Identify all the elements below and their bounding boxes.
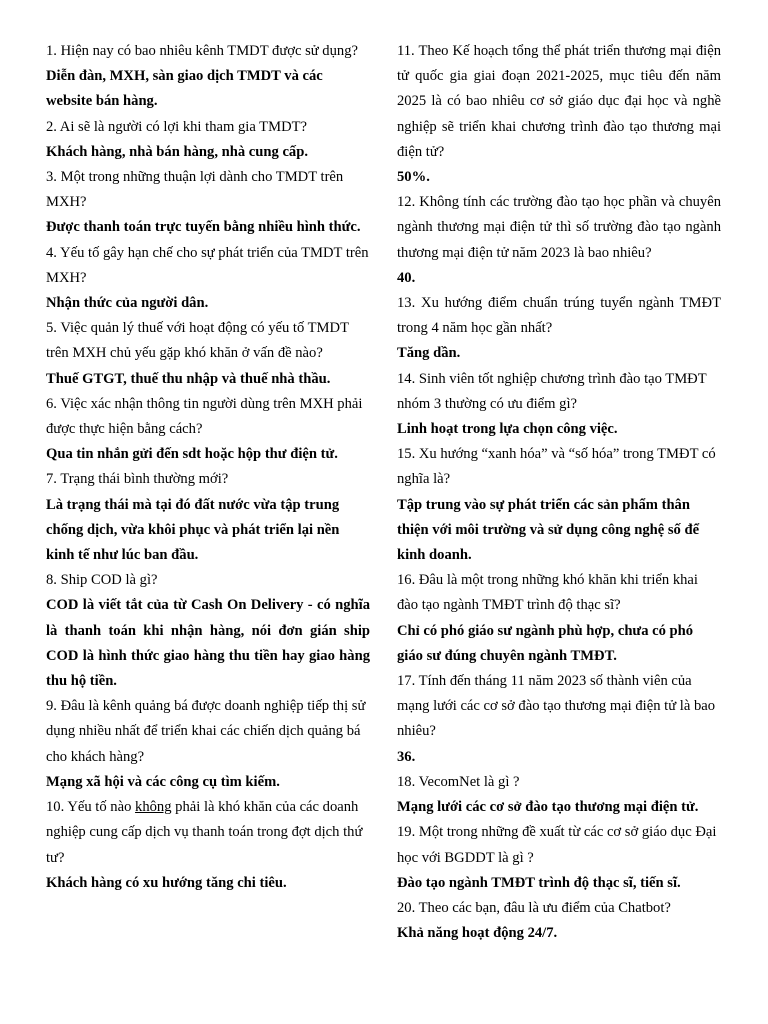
answer-15: Tập trung vào sự phát triển các sản phẩm thân thiện với môi trường và sử dụng công nghệ số để kinh doanh. bbox=[397, 496, 700, 564]
question-1: 1. Hiện nay có bao nhiêu kênh TMDT được sử dụng? bbox=[46, 43, 358, 59]
answer-18: Mạng lưới các cơ sở đào tạo thương mại điện tử. bbox=[397, 799, 699, 816]
question-16: 16. Đâu là một trong những khó khăn khi triển khai đào tạo ngành TMĐT trình độ thạc sĩ? bbox=[397, 572, 698, 614]
question-18: 18. VecomNet là gì ? bbox=[397, 773, 520, 790]
answer-13: Tăng dần. bbox=[397, 345, 461, 362]
question-14: 14. Sinh viên tốt nghiệp chương trình đào tạo TMĐT nhóm 3 thường có ưu điểm gì? bbox=[397, 370, 707, 412]
question-17: 17. Tính đến tháng 11 năm 2023 số thành viên của mạng lưới các cơ sở đào tạo thương mại điện tử là bao nhiêu? bbox=[397, 673, 716, 740]
question-9: 9. Đâu là kênh quảng bá được doanh nghiệp tiếp thị sử dụng nhiều nhất để triển khai các chiến dịch quảng bá cho khách hàng? bbox=[46, 698, 366, 765]
answer-7: Là trạng thái mà tại đó đất nước vừa tập trung chống dịch, vừa khôi phục và phát triển lại nền kinh tế như lúc ban đầu. bbox=[46, 496, 340, 564]
answer-9: Mạng xã hội và các công cụ tìm kiếm. bbox=[46, 773, 280, 790]
answer-16: Chỉ có phó giáo sư ngành phù hợp, chưa có phó giáo sư đúng chuyên ngành TMĐT. bbox=[397, 622, 694, 664]
question-2: 2. Ai sẽ là người có lợi khi tham gia TMDT? bbox=[46, 118, 307, 135]
answer-3: Được thanh toán trực tuyến bằng nhiều hình thức. bbox=[46, 219, 361, 236]
question-20: 20. Theo các bạn, đâu là ưu điểm của Chatbot? bbox=[397, 899, 671, 916]
question-7: 7. Trạng thái bình thường mới? bbox=[46, 471, 229, 488]
question-10-suffix: phải là khó khăn của các doanh nghiệp cung cấp dịch vụ thanh toán trong đợt dịch thứ tư? bbox=[46, 799, 363, 866]
answer-12: 40. bbox=[397, 269, 416, 286]
answer-14: Linh hoạt trong lựa chọn công việc. bbox=[397, 421, 618, 438]
answer-17: 36. bbox=[397, 748, 416, 765]
question-19: 19. Một trong những đề xuất từ các cơ sở giáo dục Đại học với BGDDT là gì ? bbox=[397, 824, 717, 866]
question-6: 6. Việc xác nhận thông tin người dùng trên MXH phải được thực hiện bằng cách? bbox=[46, 395, 363, 438]
question-10-underlined-word: không bbox=[135, 799, 172, 816]
answer-6: Qua tin nhắn gửi đến sdt hoặc hộp thư điện tử. bbox=[46, 446, 338, 463]
right-column bbox=[397, 39, 721, 946]
answer-11: 50%. bbox=[397, 169, 430, 186]
answer-19: Đào tạo ngành TMĐT trình độ thạc sĩ, tiến sĩ. bbox=[397, 874, 681, 891]
question-4: 4. Yếu tố gây hạn chế cho sự phát triển của TMDT trên MXH? bbox=[46, 244, 369, 286]
answer-10: Khách hàng có xu hướng tăng chi tiêu. bbox=[46, 874, 287, 891]
answer-4: Nhận thức của người dân. bbox=[46, 295, 209, 312]
left-column bbox=[46, 39, 370, 896]
question-10 bbox=[46, 795, 370, 871]
question-5: 5. Việc quản lý thuế với hoạt động có yếu tố TMDT trên MXH chủ yếu gặp khó khăn ở vấn đề nào? bbox=[46, 320, 349, 362]
question-11: 11. Theo Kế hoạch tổng thể phát triển thương mại điện tử quốc gia giai đoạn 2021-2025, mục tiêu đến năm 2025 là có bao nhiêu cơ sở giáo dục đại học và nghề nghiệp sẽ triển khai chương trình đào tạo thương mại điện tử? bbox=[397, 43, 721, 160]
answer-2: Khách hàng, nhà bán hàng, nhà cung cấp. bbox=[46, 143, 308, 160]
answer-8: COD là viết tắt của từ Cash On Delivery - có nghĩa là thanh toán khi nhận hàng, nói đơn gián ship COD là hình thức giao hàng thu tiền hay giao hàng thu hộ tiền. bbox=[46, 597, 370, 690]
answer-1: Diễn đàn, MXH, sàn giao dịch TMDT và các website bán hàng. bbox=[46, 68, 323, 110]
question-3: 3. Một trong những thuận lợi dành cho TMDT trên MXH? bbox=[46, 169, 344, 211]
question-12: 12. Không tính các trường đào tạo học phần và chuyên ngành thương mại điện tử thì số trường đào tạo ngành thương mại điện tử năm 2023 là bao nhiêu? bbox=[397, 194, 721, 261]
question-10-prefix: 10. Yếu tố nào bbox=[46, 799, 136, 816]
question-13: 13. Xu hướng điểm chuẩn trúng tuyển ngành TMĐT trong 4 năm học gần nhất? bbox=[397, 295, 721, 337]
answer-5: Thuế GTGT, thuế thu nhập và thuế nhà thầu. bbox=[46, 370, 331, 387]
question-15: 15. Xu hướng “xanh hóa” và “số hóa” trong TMĐT có nghĩa là? bbox=[397, 446, 716, 488]
answer-20: Khả năng hoạt động 24/7. bbox=[397, 925, 558, 942]
question-8: 8. Ship COD là gì? bbox=[46, 572, 158, 589]
